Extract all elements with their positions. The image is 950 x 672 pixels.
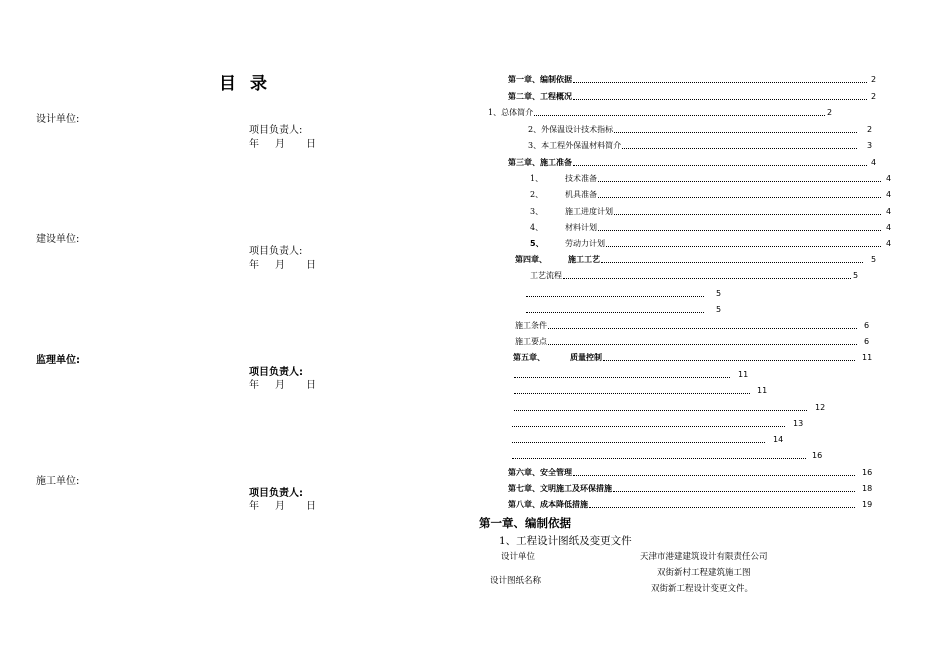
toc-page-number: 4 bbox=[886, 174, 892, 183]
table-row-value: 双街新村工程建筑施工图 bbox=[657, 568, 751, 578]
toc-page-number: 2 bbox=[871, 92, 877, 101]
toc-leader-dots bbox=[548, 344, 857, 345]
project-lead-label: 项目负责人: bbox=[249, 246, 303, 257]
toc-entry-title[interactable]: 材料计划 bbox=[565, 223, 597, 232]
toc-page-number: 13 bbox=[793, 419, 804, 428]
toc-entry-label[interactable]: 第八章、成本降低措施 bbox=[508, 500, 588, 509]
toc-page-number: 12 bbox=[815, 403, 826, 412]
toc-leader-dots bbox=[573, 99, 867, 100]
date-month: 月 bbox=[275, 139, 285, 150]
toc-page-number: 2 bbox=[827, 108, 833, 117]
client-unit-label: 建设单位: bbox=[36, 234, 80, 245]
toc-entry-label[interactable]: 4、 bbox=[530, 223, 544, 232]
toc-page-number: 14 bbox=[773, 435, 784, 444]
project-lead-label: 项目负责人: bbox=[249, 488, 303, 499]
toc-page-number: 5 bbox=[716, 289, 722, 298]
date-year: 年 bbox=[249, 139, 259, 150]
toc-leader-dots bbox=[598, 197, 881, 198]
toc-entry-label[interactable]: 第二章、工程概况 bbox=[508, 92, 572, 101]
toc-page-number: 4 bbox=[886, 190, 892, 199]
date-day: 日 bbox=[306, 139, 316, 150]
project-lead-label: 项目负责人: bbox=[249, 125, 303, 136]
supervision-unit-label: 监理单位: bbox=[36, 355, 80, 366]
toc-leader-dots bbox=[514, 393, 750, 394]
toc-leader-dots bbox=[512, 458, 806, 459]
project-lead-label: 项目负责人: bbox=[249, 367, 303, 378]
toc-entry-label[interactable]: 第六章、安全管理 bbox=[508, 468, 572, 477]
toc-leader-dots bbox=[614, 214, 881, 215]
toc-page-number: 16 bbox=[862, 468, 873, 477]
toc-entry-label[interactable]: 3、 bbox=[530, 207, 544, 216]
toc-page-number: 4 bbox=[886, 239, 892, 248]
toc-leader-dots bbox=[614, 132, 857, 133]
toc-leader-dots bbox=[603, 360, 855, 361]
toc-page-number: 4 bbox=[886, 223, 892, 232]
date-day: 日 bbox=[306, 380, 316, 391]
toc-leader-dots bbox=[613, 491, 855, 492]
toc-entry-title[interactable]: 质量控制 bbox=[570, 353, 602, 362]
toc-page-number: 5 bbox=[853, 271, 859, 280]
toc-entry-label[interactable]: 第一章、编制依据 bbox=[508, 75, 572, 84]
toc-leader-dots bbox=[573, 82, 867, 83]
toc-page-number: 11 bbox=[757, 386, 768, 395]
table-row-key: 设计图纸名称 bbox=[490, 576, 542, 586]
toc-leader-dots bbox=[622, 148, 857, 149]
toc-entry-label[interactable]: 1、总体简介 bbox=[488, 108, 534, 117]
toc-page-number: 6 bbox=[864, 337, 870, 346]
toc-leader-dots bbox=[601, 262, 863, 263]
toc-entry-title[interactable]: 劳动力计划 bbox=[565, 239, 605, 248]
toc-page-number: 2 bbox=[871, 75, 877, 84]
toc-entry-label[interactable]: 施工条件 bbox=[515, 321, 547, 330]
toc-entry-title[interactable]: 施工工艺 bbox=[568, 255, 600, 264]
toc-leader-dots bbox=[526, 312, 704, 313]
toc-leader-dots bbox=[548, 328, 857, 329]
toc-page-number: 6 bbox=[864, 321, 870, 330]
toc-entry-label[interactable]: 2、外保温设计技术指标 bbox=[528, 125, 614, 134]
date-year: 年 bbox=[249, 501, 259, 512]
toc-entry-title[interactable]: 技术准备 bbox=[565, 174, 597, 183]
date-month: 月 bbox=[275, 260, 285, 271]
date-year: 年 bbox=[249, 260, 259, 271]
toc-leader-dots bbox=[606, 246, 881, 247]
toc-entry-label[interactable]: 第三章、施工准备 bbox=[508, 158, 572, 167]
toc-entry-label[interactable]: 5、 bbox=[530, 239, 544, 248]
toc-leader-dots bbox=[526, 296, 704, 297]
toc-entry-title[interactable]: 机具准备 bbox=[565, 190, 597, 199]
table-row-value: 双街新工程设计变更文件。 bbox=[651, 584, 754, 594]
toc-leader-dots bbox=[573, 475, 855, 476]
toc-page-number: 11 bbox=[738, 370, 749, 379]
toc-entry-label[interactable]: 工艺流程 bbox=[530, 271, 562, 280]
table-row-key: 设计单位 bbox=[501, 552, 536, 562]
toc-entry-label[interactable]: 第七章、文明施工及环保措施 bbox=[508, 484, 612, 493]
date-day: 日 bbox=[306, 260, 316, 271]
construction-unit-label: 施工单位: bbox=[36, 476, 80, 487]
toc-leader-dots bbox=[512, 426, 785, 427]
toc-leader-dots bbox=[514, 410, 807, 411]
toc-entry-label[interactable]: 第四章、 bbox=[515, 255, 547, 264]
toc-entry-title[interactable]: 施工进度计划 bbox=[565, 207, 613, 216]
toc-page-number: 5 bbox=[871, 255, 877, 264]
toc-page-number: 4 bbox=[886, 207, 892, 216]
toc-page-number: 16 bbox=[812, 451, 823, 460]
toc-page-number: 2 bbox=[867, 125, 873, 134]
toc-entry-label[interactable]: 3、本工程外保温材料简介 bbox=[528, 141, 622, 150]
toc-leader-dots bbox=[598, 230, 881, 231]
page-title: 目录 bbox=[219, 74, 281, 94]
chapter-heading: 第一章、编制依据 bbox=[479, 516, 571, 530]
toc-entry-label[interactable]: 施工要点 bbox=[515, 337, 547, 346]
table-row-value: 天津市港建建筑设计有限责任公司 bbox=[640, 552, 768, 562]
toc-page-number: 18 bbox=[862, 484, 873, 493]
toc-page-number: 5 bbox=[716, 305, 722, 314]
date-year: 年 bbox=[249, 380, 259, 391]
toc-leader-dots bbox=[573, 165, 867, 166]
toc-entry-label[interactable]: 第五章、 bbox=[513, 353, 545, 362]
toc-entry-label[interactable]: 2、 bbox=[530, 190, 544, 199]
toc-page-number: 3 bbox=[867, 141, 873, 150]
toc-leader-dots bbox=[512, 442, 765, 443]
toc-leader-dots bbox=[563, 278, 851, 279]
date-month: 月 bbox=[275, 501, 285, 512]
toc-leader-dots bbox=[598, 181, 881, 182]
toc-page-number: 4 bbox=[871, 158, 877, 167]
section-subheading: 1、工程设计图纸及变更文件 bbox=[499, 535, 632, 547]
date-day: 日 bbox=[306, 501, 316, 512]
toc-leader-dots bbox=[589, 507, 855, 508]
toc-entry-label[interactable]: 1、 bbox=[530, 174, 544, 183]
toc-leader-dots bbox=[534, 115, 825, 116]
design-unit-label: 设计单位: bbox=[36, 114, 80, 125]
toc-page-number: 19 bbox=[862, 500, 873, 509]
toc-page-number: 11 bbox=[862, 353, 873, 362]
date-month: 月 bbox=[275, 380, 285, 391]
toc-leader-dots bbox=[514, 377, 730, 378]
